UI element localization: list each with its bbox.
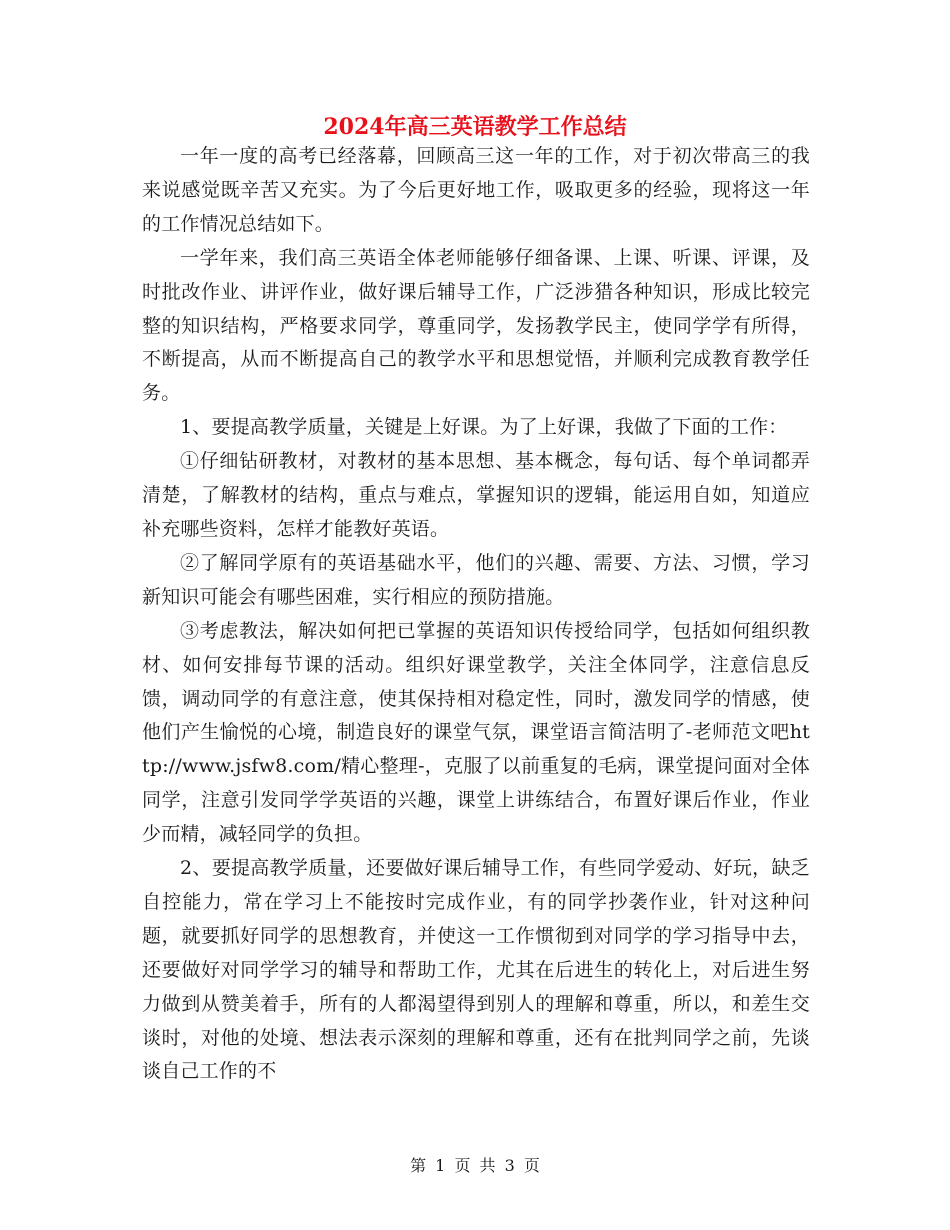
paragraph-intro: 一年一度的高考已经落幕，回顾高三这一年的工作，对于初次带高三的我来说感觉既辛苦又充实。为了今后更好地工作，吸取更多的经验，现将这一年的工作情况总结如下。 [142, 145, 810, 235]
paragraph-subpoint-1: ①仔细钻研教材，对教材的基本思想、基本概念，每句话、每个单词都弄清楚，了解教材的结构，重点与难点，掌握知识的逻辑，能运用自如，知道应补充哪些资料，怎样才能教好英语。 [142, 450, 810, 540]
paragraph-point-2: 2、要提高教学质量，还要做好课后辅导工作，有些同学爱动、好玩，缺乏自控能力，常在学习上不能按时完成作业，有的同学抄袭作业，针对这种问题，就要抓好同学的思想教育，并使这一工作惯彻到对同学的学习指导中去，还要做好对同学学习的辅导和帮助工作，尤其在后进生的转化上，对后进生努力做到从赞美着手，所有的人都渴望得到别人的理解和尊重，所以，和差生交谈时，对他的处境、想法表示深刻的理解和尊重，还有在批判同学之前，先谈谈自己工作的不 [142, 857, 810, 1083]
paragraph-subpoint-2: ②了解同学原有的英语基础水平，他们的兴趣、需要、方法、习惯，学习新知识可能会有哪些困难，实行相应的预防措施。 [142, 551, 810, 608]
document-body [142, 140, 810, 1089]
page-title: 2024年高三英语教学工作总结 [323, 114, 627, 140]
page-number-footer: 第 1 页 共 3 页 [410, 1156, 540, 1175]
paragraph-point-1: 1、要提高教学质量，关键是上好课。为了上好课，我做了下面的工作： [180, 416, 788, 439]
paragraph-overview: 一学年来，我们高三英语全体老师能够仔细备课、上课、听课、评课，及时批改作业、讲评作业，做好课后辅导工作，广泛涉猎各种知识，形成比较完整的知识结构，严格要求同学，尊重同学，发扬教学民主，使同学学有所得，不断提高，从而不断提高自己的教学水平和思想觉悟，并顺利完成教育教学任务。 [142, 246, 810, 405]
paragraph-subpoint-3: ③考虑教法，解决如何把已掌握的英语知识传授给同学，包括如何组织教材、如何安排每节课的活动。组织好课堂教学，关注全体同学，注意信息反馈，调动同学的有意注意，使其保持相对稳定性，同时，激发同学的情感，使他们产生愉悦的心境，制造良好的课堂气氛，课堂语言简洁明了-老师范文吧http://www.jsfw8.com/精心整理-，克服了以前重复的毛病，课堂提问面对全体同学，注意引发同学学英语的兴趣，课堂上讲练结合，布置好课后作业，作业少而精，减轻同学的负担。 [142, 619, 810, 846]
